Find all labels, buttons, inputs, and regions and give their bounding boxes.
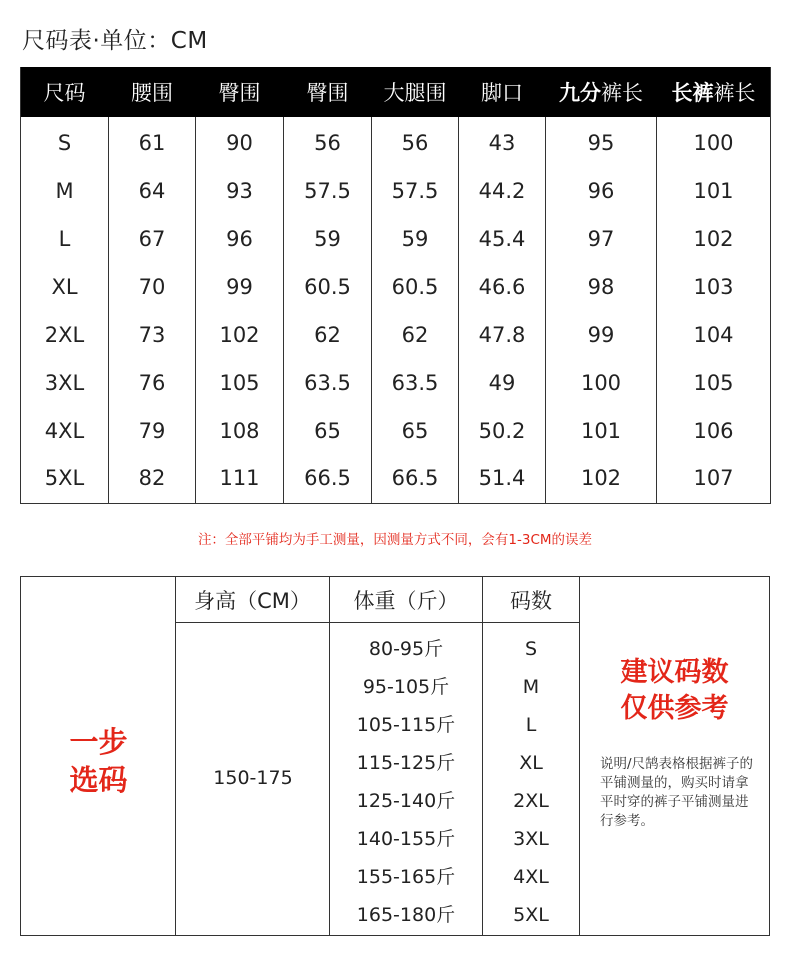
table-row [21, 311, 771, 359]
table-cell: 49 [459, 359, 546, 407]
table-row [21, 407, 771, 455]
code-column [483, 577, 580, 935]
table-cell: 98 [546, 263, 657, 311]
table-cell: 101 [657, 167, 771, 215]
code-list [483, 630, 579, 934]
table-cell: 100 [657, 117, 771, 167]
table-cell: 60.5 [284, 263, 372, 311]
table-row [21, 117, 771, 167]
table-cell: 108 [196, 407, 284, 455]
column-header-text: 臀围 [218, 81, 261, 105]
table-cell: S [21, 117, 109, 167]
weight-range-item: 125-140斤 [356, 790, 456, 812]
table-cell: 99 [196, 263, 284, 311]
table-cell: 56 [372, 117, 459, 167]
size-code-item: 5XL [513, 904, 549, 926]
table-cell: 96 [546, 167, 657, 215]
explanation-text: 说明/尺鹄表格根据裤子的平铺测量的，购买时请拿平时穿的裤子平铺测量进行参考。 [600, 756, 754, 829]
table-cell: 82 [109, 455, 196, 503]
table-cell: 46.6 [459, 263, 546, 311]
size-table-header-row [21, 67, 771, 117]
table-cell: 64 [109, 167, 196, 215]
page-title: 尺码表·单位：CM [22, 28, 208, 54]
size-code-item: 4XL [513, 866, 549, 888]
table-row [21, 167, 771, 215]
weight-range-item: 105-115斤 [356, 714, 456, 736]
column-header [21, 67, 109, 117]
column-header [459, 67, 546, 117]
column-header [372, 67, 459, 117]
height-header: 身高（CM） [176, 577, 329, 623]
column-header-text: 裤长 [601, 81, 643, 105]
column-header-text: 脚口 [481, 81, 523, 105]
table-cell: 4XL [21, 407, 109, 455]
column-header [546, 67, 657, 117]
table-cell: 66.5 [284, 455, 372, 503]
column-header-bold: 九分 [559, 81, 601, 105]
table-cell: 97 [546, 215, 657, 263]
table-cell: 62 [284, 311, 372, 359]
table-cell: 43 [459, 117, 546, 167]
table-cell: L [21, 215, 109, 263]
column-header [196, 67, 284, 117]
weight-range-item: 140-155斤 [356, 828, 456, 850]
table-cell: 57.5 [372, 167, 459, 215]
table-cell: 107 [657, 455, 771, 503]
table-cell: 73 [109, 311, 196, 359]
table-cell: 67 [109, 215, 196, 263]
column-header-text: 尺码 [43, 81, 86, 105]
table-cell: 76 [109, 359, 196, 407]
table-cell: 95 [546, 117, 657, 167]
table-cell: 65 [372, 407, 459, 455]
column-header-text: 大腿围 [383, 81, 447, 105]
table-cell: 99 [546, 311, 657, 359]
table-cell: 105 [196, 359, 284, 407]
table-cell: 57.5 [284, 167, 372, 215]
column-header-text: 臀围 [306, 81, 349, 105]
table-cell: 45.4 [459, 215, 546, 263]
table-cell: 104 [657, 311, 771, 359]
table-cell: 102 [196, 311, 284, 359]
table-row [21, 455, 771, 503]
label-line-1: 一步 [69, 725, 128, 759]
weight-range-item: 95-105斤 [362, 676, 450, 698]
size-code-item: XL [519, 752, 543, 774]
measurement-note: 注：全部平铺均为手工测量，因测量方式不同，会有1-3CM的误差 [197, 532, 593, 548]
advice-line-2: 仅供参考 [620, 693, 729, 724]
weight-column [330, 577, 483, 935]
column-header [109, 67, 196, 117]
table-cell: 102 [657, 215, 771, 263]
advice-column [580, 577, 769, 935]
height-column [176, 577, 330, 935]
table-cell: 59 [372, 215, 459, 263]
table-cell: 2XL [21, 311, 109, 359]
table-cell: 79 [109, 407, 196, 455]
size-code-item: 2XL [513, 790, 549, 812]
size-table-body [21, 117, 771, 503]
table-cell: 103 [657, 263, 771, 311]
table-cell: 101 [546, 407, 657, 455]
weight-range-item: 80-95斤 [368, 638, 444, 660]
table-cell: 63.5 [284, 359, 372, 407]
table-cell: 44.2 [459, 167, 546, 215]
table-cell: 63.5 [372, 359, 459, 407]
column-header-bold: 长裤 [671, 81, 714, 105]
weight-header: 体重（斤） [330, 577, 482, 623]
table-cell: 47.8 [459, 311, 546, 359]
table-cell: 100 [546, 359, 657, 407]
advice-line-1: 建议码数 [620, 657, 729, 688]
code-header: 码数 [483, 577, 579, 623]
table-cell: 5XL [21, 455, 109, 503]
table-cell: 60.5 [372, 263, 459, 311]
weight-list [330, 630, 482, 934]
column-header-text: 腰围 [131, 81, 173, 105]
size-code-item: M [522, 676, 540, 698]
table-row [21, 263, 771, 311]
size-code-item: 3XL [513, 828, 549, 850]
table-cell: XL [21, 263, 109, 311]
table-cell: 111 [196, 455, 284, 503]
table-cell: 3XL [21, 359, 109, 407]
height-value: 150-175 [213, 767, 293, 789]
table-cell: 96 [196, 215, 284, 263]
table-cell: 59 [284, 215, 372, 263]
size-code-item: L [525, 714, 537, 736]
advice-label [580, 655, 769, 727]
one-step-selection-label [21, 723, 176, 799]
weight-range-item: 115-125斤 [356, 752, 456, 774]
table-cell: 56 [284, 117, 372, 167]
table-cell: 61 [109, 117, 196, 167]
table-cell: 51.4 [459, 455, 546, 503]
table-cell: 105 [657, 359, 771, 407]
table-cell: 50.2 [459, 407, 546, 455]
table-cell: 106 [657, 407, 771, 455]
column-header [284, 67, 372, 117]
table-cell: 70 [109, 263, 196, 311]
table-cell: 93 [196, 167, 284, 215]
size-selection-panel [20, 576, 770, 936]
weight-range-item: 165-180斤 [356, 904, 456, 926]
label-line-2: 选码 [69, 763, 128, 797]
table-row [21, 359, 771, 407]
column-header-text: 裤长 [713, 81, 756, 105]
table-row [21, 215, 771, 263]
weight-range-item: 155-165斤 [356, 866, 456, 888]
table-cell: 62 [372, 311, 459, 359]
size-code-item: S [524, 638, 538, 660]
table-cell: 66.5 [372, 455, 459, 503]
column-header [657, 67, 771, 117]
table-cell: M [21, 167, 109, 215]
table-cell: 90 [196, 117, 284, 167]
table-cell: 65 [284, 407, 372, 455]
selection-label-column [21, 577, 176, 935]
size-chart-table [20, 67, 771, 504]
table-cell: 102 [546, 455, 657, 503]
